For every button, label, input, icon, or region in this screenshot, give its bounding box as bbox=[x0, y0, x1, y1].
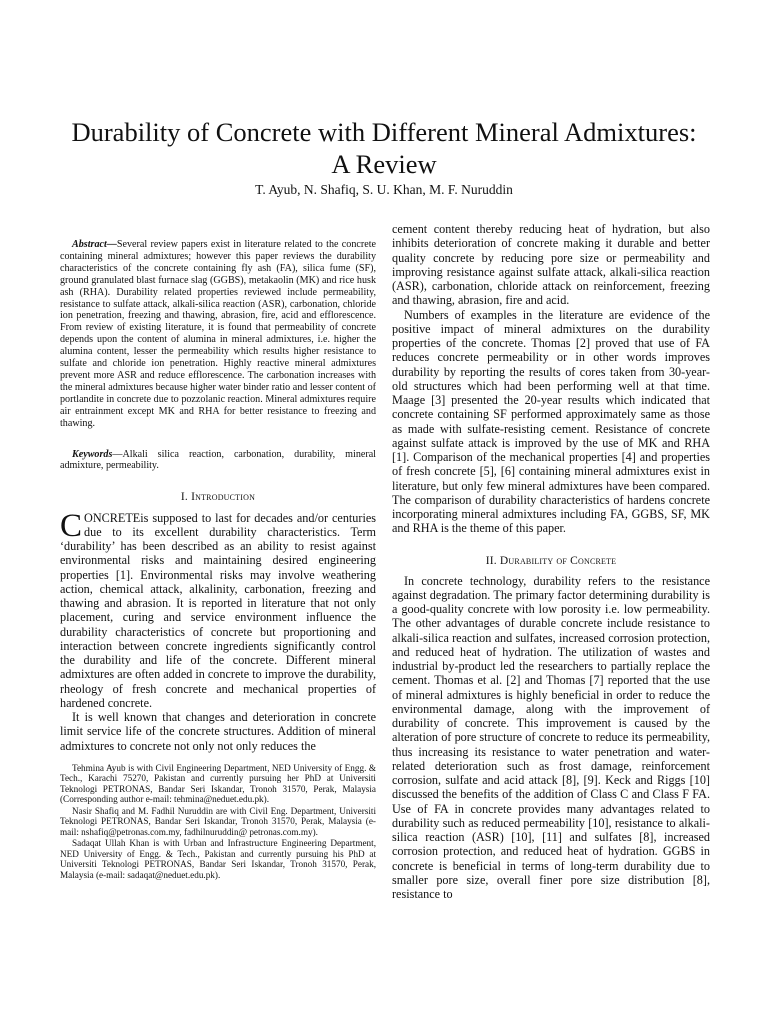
footnote: Tehmina Ayub is with Civil Engineering Department, NED University of Engg. & Tech., Karachi 75270, Pakistan and currently pursuing her PhD at Universiti Teknologi PETRONAS, Bandar Seri Iskandar, Tronoh 31570, Perak, Malaysia (Corresponding author e-mail: tehmina@neduet.edu.pk). bbox=[60, 762, 376, 805]
keywords-text: —Alkali silica reaction, carbonation, durability, mineral admixture, permeability. bbox=[60, 448, 376, 472]
footnote: Nasir Shafiq and M. Fadhil Nuruddin are with Civil Eng. Department, Universiti Teknologi PETRONAS, Bandar Seri Iskandar, Tronoh 31570, Perak, Malaysia (e-mail: nshafiq@petronas.com.my, fadhilnuruddin@ petronas.com.my). bbox=[60, 805, 376, 837]
section-heading-durability: II. Durability of Concrete bbox=[485, 554, 617, 567]
left-column bbox=[60, 239, 376, 881]
intro-paragraph-1-text: ONCRETEis supposed to last for decades and/or centuries due to its excellent durability characteristics. Term ‘durability’ has been described as an ability to resist against environmental risks and maintaining desired engineering properties [1]. Environmental risks may involve weathering action, chemical attack, alkalinity, carbonation, freezing and thawing and abrasion. It is reported in literature that not only placement, curing and service environment influence the durability characteristics of concrete but proportioning and interaction between concrete ingredients significantly control the durability and life of the concrete. Different mineral admixtures are often added in concrete to improve the durability, rheology of fresh concrete and mechanical properties of hardened concrete. bbox=[60, 510, 376, 710]
keywords-label: Keywords bbox=[72, 448, 113, 460]
keywords bbox=[60, 449, 376, 473]
right-paragraph-3: In concrete technology, durability refers to the resistance against degradation. The primary factor determining durability is a good-quality concrete with low porosity i.e. low permeability. The other advantages of durable concrete include resistance to alkali-silica reaction and sulfates, increased corrosion protection, and reduced heat of hydration. The utilization of wastes and industrial by-product led the researchers to partially replace the cement. Thomas et al. [2] and Thomas [7] reported that the use of mineral admixtures is highly beneficial in order to reduce the environmental damage, along with the improvement of durability of concrete. This improvement is caused by the alteration of pore structure of concrete to reduce its permeability, thus increasing its resistance to water penetration and water-related deterioration such as frost damage, reinforcement corrosion, sulfate and acid attack [8], [9]. Keck and Riggs [10] discussed the benefits of the addition of Class C and Class F FA. Use of FA in concrete provides many advantages related to durability such as reduced permeability [10], resistance to alkali-silica reaction (ASR) [10], [11] and sulfates [8], increased corrosion protection, and reduced heat of hydration. GGBS in concrete is beneficial in terms of long-term durability due to smaller pore size, overall finer pore size distribution [8], resistance to bbox=[392, 573, 710, 902]
section-heading-introduction: I. Introduction bbox=[180, 491, 256, 504]
right-paragraph-1: cement content thereby reducing heat of hydration, but also inhibits deterioration of concrete making it durable and better quality concrete by reducing pore size or permeability and improving resistance against sulfate attack, alkali-silica reaction (ASR), carbonation, chloride attack on reinforcement, freezing and thawing, abrasion, fire and acid. bbox=[392, 222, 710, 308]
right-column bbox=[392, 222, 710, 901]
drop-cap: C bbox=[60, 507, 83, 544]
intro-paragraph-2: It is well known that changes and deterioration in concrete limit service life of the concrete structures. Addition of mineral admixtures to concrete not only not only reduces the bbox=[60, 710, 376, 753]
abstract bbox=[60, 239, 376, 430]
paper-title: Durability of Concrete with Different Mineral Admixtures: A Review bbox=[71, 117, 697, 179]
footnote: Sadaqat Ullah Khan is with Urban and Infrastructure Engineering Department, NED University of Engg. & Tech., Pakistan and currently pursuing his PhD at Universiti Teknologi PETRONAS, Bandar Seri Iskandar, Tronoh 31570, Perak, Malaysia (e-mail: sadaqat@neduet.edu.pk). bbox=[60, 838, 376, 880]
abstract-text: Several review papers exist in literature related to the concrete containing mineral admixtures; however this paper reviews the durability characteristics of the concrete containing fly ash (FA), silica fume (SF), ground granulated blast furnace slag (GGBS), metakaolin (MK) and rice husk ash (RHA). Durability related properties reviewed include permeability, resistance to sulfate attack, alkali-silica reaction (ASR), carbonation, chloride ion penetration, freezing and thawing, abrasion, fire, acid and efflorescence. From review of existing literature, it is found that permeability of concrete depends upon the content of alumina in mineral admixtures, i.e. higher the alumina content, lesser the permeability which results higher resistance to sulfate and chloride ion penetration. Highly reactive mineral admixtures prevent more ASR and reduce efflorescence. The carbonation increases with the mineral admixtures because higher water binder ratio and lesser content of portlandite in concrete due to pozzolanic reaction. Mineral admixtures require air entrainment except MK and RHA for better resistance to freezing and thawing. bbox=[60, 239, 376, 429]
paper-authors: T. Ayub, N. Shafiq, S. U. Khan, M. F. Nuruddin bbox=[255, 182, 513, 197]
intro-paragraph-1 bbox=[60, 507, 376, 711]
right-paragraph-2: Numbers of examples in the literature are evidence of the positive impact of mineral admixtures on the durability properties of the concrete. Thomas [2] proved that use of FA reduces concrete permeability or in other words improves durability by reporting the results of cores taken from 30-year-old structures which had been performing well at that time. Maage [3] presented the 20-year results which indicated that concrete containing SF performed approximately same as those as made with sulfate-resisting cement. Resistance of concrete against sulfate attack is improved by the use of MK and RHA [1]. Comparison of the mechanical properties [4] and properties of fresh concrete [5], [6] containing mineral admixtures exist in literature, but only few mineral admixtures have been compared. The comparison of durability characteristics of hardens concrete incorporating mineral admixtures including FA, GGBS, SF, MK and RHA is the theme of this paper. bbox=[392, 307, 710, 536]
abstract-dash: — bbox=[106, 239, 117, 250]
author-footnotes bbox=[60, 763, 376, 881]
abstract-label: Abstract bbox=[72, 239, 107, 250]
